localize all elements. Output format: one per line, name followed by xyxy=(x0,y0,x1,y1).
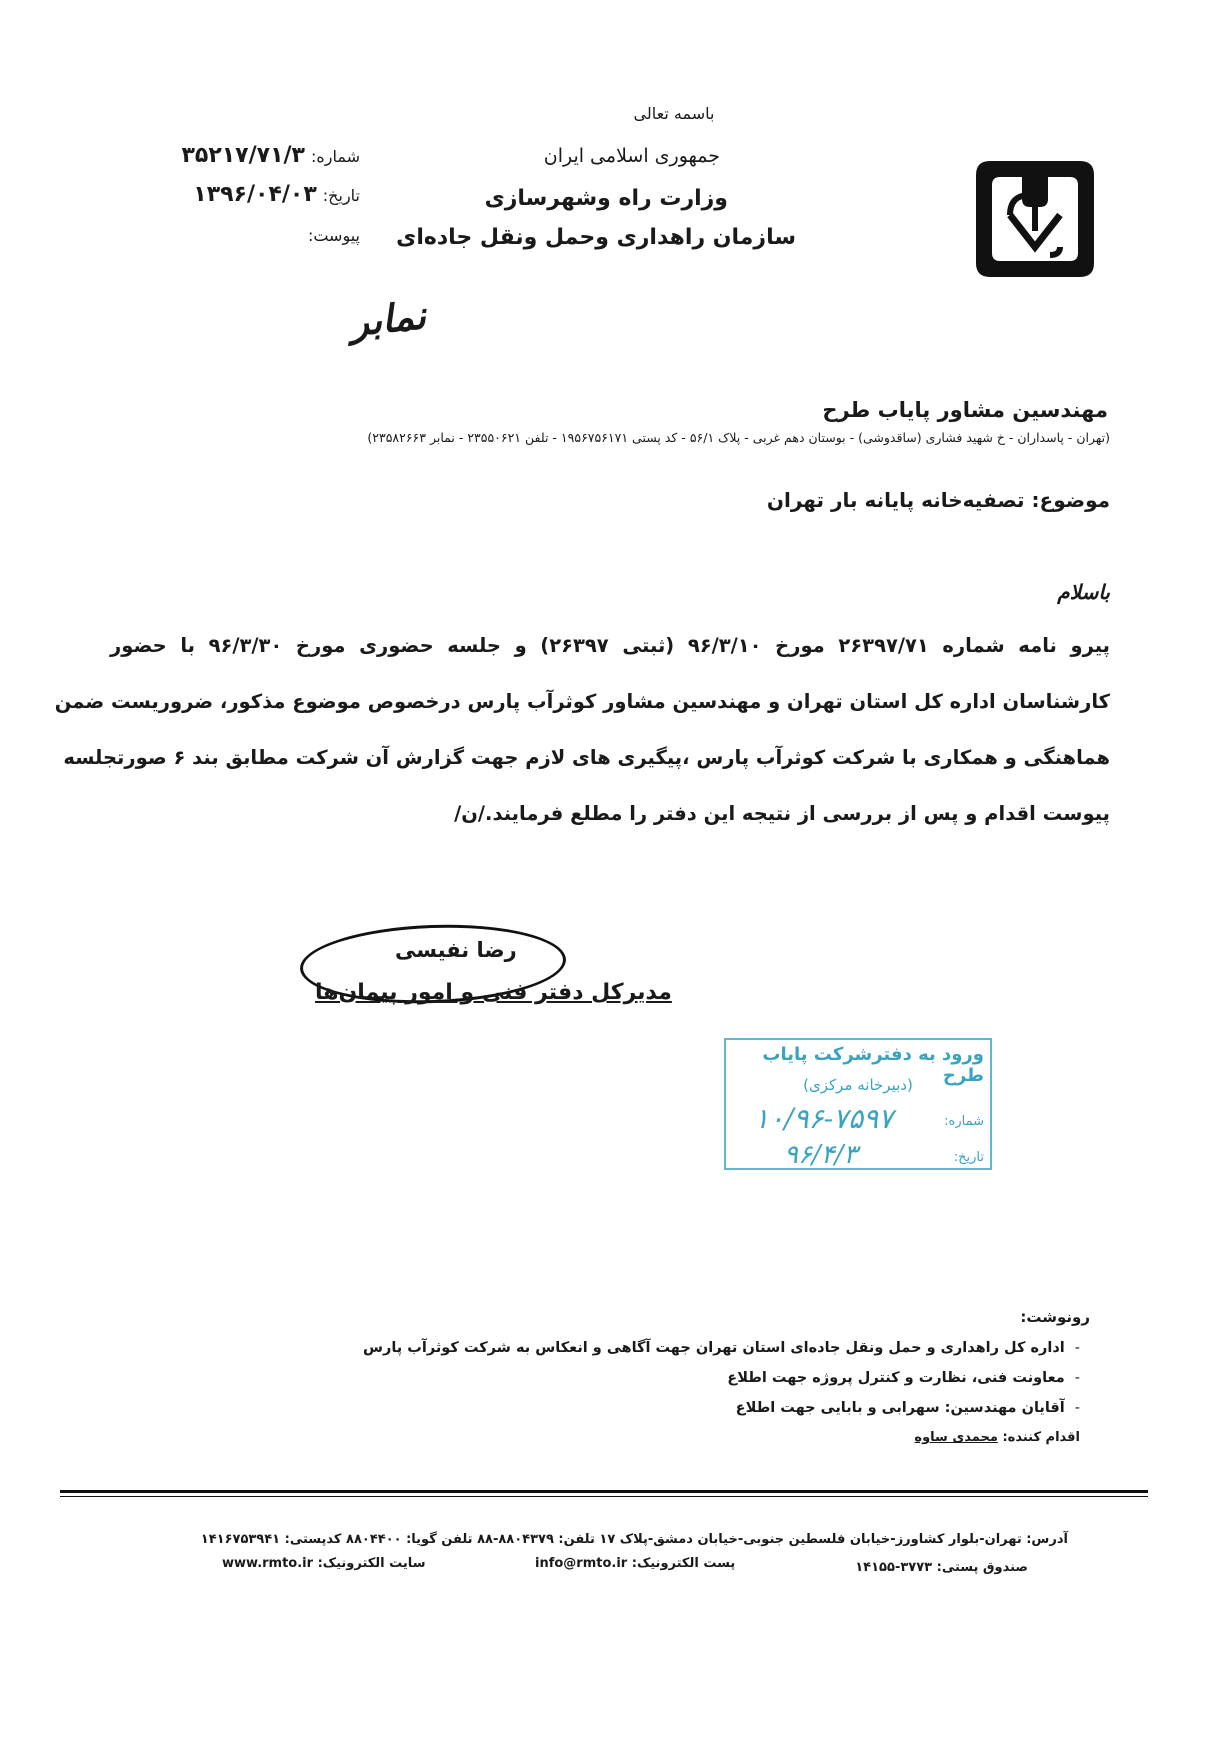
letter-date-label: تاریخ: xyxy=(322,186,360,205)
cc-item: -اداره کل راهداری و حمل ونقل جاده‌ای استان تهران جهت آگاهی و انعکاس به شرکت کوثرآب پارس xyxy=(362,1340,1080,1356)
footer-email: پست الکترونیک: info@rmto.ir xyxy=(535,1556,736,1571)
footer-website: سایت الکترونیک: www.rmto.ir xyxy=(222,1556,426,1571)
country-name: جمهوری اسلامی ایران xyxy=(543,145,720,167)
ministry-name: وزارت راه وشهرسازی xyxy=(484,186,728,211)
cc-item: -آقایان مهندسین: سهرابی و بابایی جهت اطلاع xyxy=(735,1400,1080,1416)
organization-name: سازمان راهداری وحمل ونقل جاده‌ای xyxy=(396,225,796,250)
organization-logo-icon xyxy=(970,155,1100,283)
body-line: هماهنگی و همکاری با شرکت کوثرآب پارس ،پیگیری های لازم جهت گزارش آن شرکت مطابق بند ۶ صورتجلسه xyxy=(63,746,1110,769)
stamp-number-value: ۱۰/۹۶-۷۵۹۷ xyxy=(754,1102,894,1135)
handwritten-fax-note: نمابر xyxy=(347,292,428,345)
letter-number-label: شماره: xyxy=(310,147,360,166)
footer-rule xyxy=(60,1490,1148,1493)
letter-body xyxy=(54,618,1110,842)
stamp-subtitle: (دبیرخانه مرکزی) xyxy=(803,1076,913,1094)
stamp-title: ورود به دفترشرکت پایاب طرح xyxy=(762,1044,984,1086)
stamp-date-value: ۹۶/۴/۳ xyxy=(784,1140,858,1170)
letter-date xyxy=(193,182,360,207)
body-line: پیوست اقدام و پس از بررسی از نتیجه این دفتر را مطلع فرمایند./ن/ xyxy=(454,802,1110,825)
subject-text: تصفیه‌خانه پایانه بار تهران xyxy=(766,488,1025,512)
subject-label: موضوع: xyxy=(1031,488,1110,512)
footer-pobox: صندوق پستی: ۳۷۷۳-۱۴۱۵۵ xyxy=(855,1560,1028,1575)
cc-title: رونوشت: xyxy=(1020,1308,1090,1326)
subject-line xyxy=(767,488,1110,512)
footer-rule xyxy=(60,1496,1148,1497)
body-line: کارشناسان اداره کل استان تهران و مهندسین مشاور کوثرآب پارس درخصوص موضوع مذکور، ضروریست ضمن xyxy=(54,690,1110,713)
stamp-date-label: تاریخ: xyxy=(953,1150,984,1165)
attachment-label: پیوست: xyxy=(307,226,360,245)
action-by-value: محمدی ساوه xyxy=(914,1430,998,1445)
letter-number xyxy=(181,143,360,168)
letter-number-value: ۳۵۲۱۷/۷۱/۳ xyxy=(181,143,305,168)
body-line: پیرو نامه شماره ۲۶۳۹۷/۷۱ مورخ ۹۶/۳/۱۰ (ثبتی ۲۶۳۹۷) و جلسه حضوری مورخ ۹۶/۳/۳۰ با حضور xyxy=(110,634,1110,657)
footer-address: آدرس: تهران-بلوار کشاورز-خیابان فلسطین جنوبی-خیابان دمشق-پلاک ۱۷ تلفن: ۸۸۰۴۳۷۹-۸۸ تلفن گویا: ۸۸۰۴۴۰۰ کدپستی: ۱۴۱۶۷۵۳۹۴۱ xyxy=(200,1532,1068,1547)
signatory-name: رضا نفیسی xyxy=(395,938,517,962)
cc-item: -معاونت فنی، نظارت و کنترل پروژه جهت اطلاع xyxy=(727,1370,1080,1386)
action-by xyxy=(914,1430,1080,1445)
invocation-text: باسمه تعالی xyxy=(633,104,715,123)
stamp-number-label: شماره: xyxy=(944,1114,984,1129)
received-stamp xyxy=(724,1038,992,1170)
recipient-address: (تهران - پاسداران - خ شهید فشاری (ساقدوشی) - بوستان دهم غربی - پلاک ۵۶/۱ - کد پستی ۱۹۵۶۷۵۶۱۷۱ - تلفن ۲۳۵۵۰۶۲۱ - نمابر ۲۳۵۸۲۶۶۳) xyxy=(367,430,1110,445)
letter-date-value: ۱۳۹۶/۰۴/۰۳ xyxy=(193,182,317,207)
recipient-name: مهندسین مشاور پایاب طرح xyxy=(822,398,1108,422)
signatory-title: مدیرکل دفتر فنی و امور پیمان‌ها xyxy=(315,980,672,1005)
greeting: باسلام xyxy=(1057,580,1110,604)
action-by-label: اقدام کننده: xyxy=(1002,1430,1080,1445)
